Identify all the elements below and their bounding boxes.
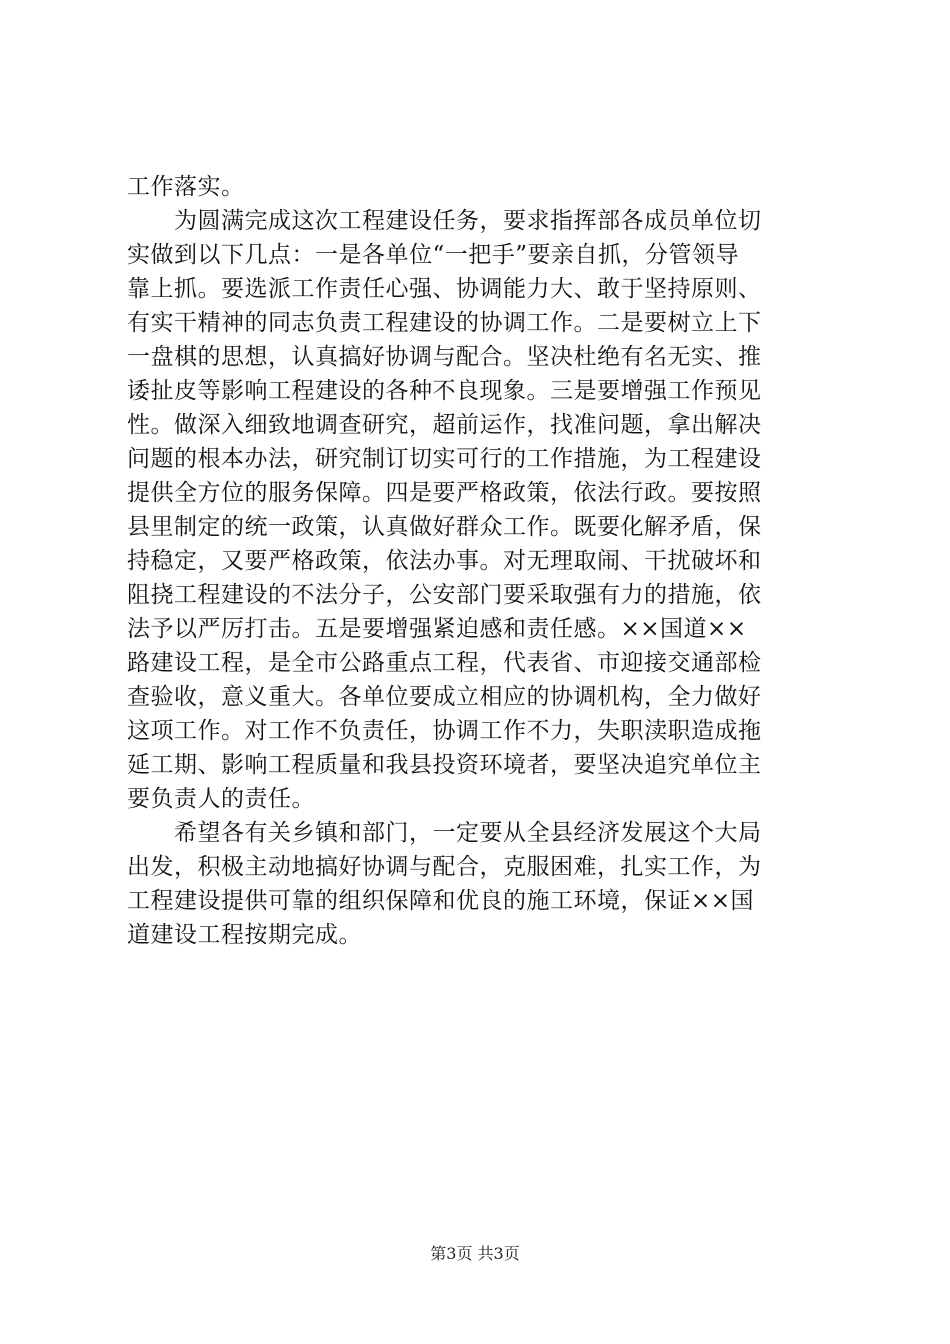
text-line: 为圆满完成这次工程建设任务，要求指挥部各成员单位切	[127, 208, 762, 234]
text-line: 查验收，意义重大。各单位要成立相应的协调机构，全力做好	[127, 684, 762, 710]
text-line: 工程建设提供可靠的组织保障和优良的施工环境，保证××国	[127, 888, 755, 914]
text-line: 持稳定，又要严格政策，依法办事。对无理取闹、干扰破坏和	[127, 548, 762, 574]
text-line: 县里制定的统一政策，认真做好群众工作。既要化解矛盾，保	[127, 514, 762, 540]
text-line: 希望各有关乡镇和部门，一定要从全县经济发展这个大局	[127, 820, 762, 846]
text-line: 这项工作。对工作不负责任，协调工作不力，失职渎职造成拖	[127, 718, 762, 744]
text-line: 阻挠工程建设的不法分子，公安部门要采取强有力的措施，依	[127, 582, 762, 608]
text-line: 问题的根本办法，研究制订切实可行的工作措施，为工程建设	[127, 446, 762, 472]
text-line: 道建设工程按期完成。	[127, 922, 362, 948]
text-line: 有实干精神的同志负责工程建设的协调工作。二是要树立上下	[127, 310, 762, 336]
text-line: 延工期、影响工程质量和我县投资环境者，要坚决追究单位主	[127, 752, 762, 778]
text-line: 法予以严厉打击。五是要增强紧迫感和责任感。××国道××	[127, 616, 747, 642]
text-line: 诿扯皮等影响工程建设的各种不良现象。三是要增强工作预见	[127, 378, 762, 404]
text-line: 性。做深入细致地调查研究，超前运作，找准问题，拿出解决	[127, 412, 762, 438]
text-line: 靠上抓。要选派工作责任心强、协调能力大、敢于坚持原则、	[127, 276, 762, 302]
body-text	[127, 170, 832, 952]
text-line: 工作落实。	[127, 174, 245, 200]
text-line: 路建设工程，是全市公路重点工程，代表省、市迎接交通部检	[127, 650, 762, 676]
text-line: 提供全方位的服务保障。四是要严格政策，依法行政。要按照	[127, 480, 762, 506]
text-line: 出发，积极主动地搞好协调与配合，克服困难，扎实工作，为	[127, 854, 762, 880]
text-line: 实做到以下几点：一是各单位“一把手”要亲自抓，分管领导	[127, 242, 740, 268]
text-line: 要负责人的责任。	[127, 786, 315, 812]
page-number-label: 第3页 共3页	[430, 1244, 520, 1263]
page-footer	[0, 1244, 950, 1264]
text-line: 一盘棋的思想，认真搞好协调与配合。坚决杜绝有名无实、推	[127, 344, 762, 370]
